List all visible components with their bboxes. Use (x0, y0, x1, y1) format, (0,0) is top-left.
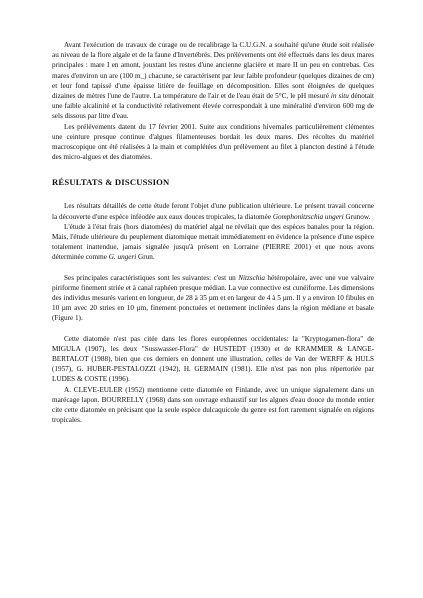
results-paragraph-1: Les résultats détaillés de cette étude feront l'objet d'une publication ultérieure. Le présent travail concerne la découverte d'une espèce inféodée aux eaux douces tropicales, la diatomée Gomphonitzschia ungeri Grunow. (52, 202, 374, 221)
section-heading: RÉSULTATS & DISCUSSION (52, 177, 170, 188)
results-paragraph-3: Ses principales caractéristiques sont les suivantes: c'est un Nitzschia hétéropolaire, avec une vue valvaire piriforme finement striée et à canal raphéen presque médian. La vue connective est cunéiforme. Les dimensions des individus mesurés varient en longueur, de 28 à 35 µm et en largeur de 4 à 5 µm. Il y a environ 10 fibules en 10 µm avec 20 stries en 10 µm, finement ponctuées et nettement inclinées dans la région médiane et basale (Figure 1). (52, 273, 374, 323)
results-paragraph-4: Cette diatomée n'est pas citée dans les flores européennes occidentales: la "Kryptogamen-flora" de MIGULA (1907), les deux "Susswasser-Flora" de HUSTEDT (1930) et de KRAMMER & LANGE-BERTALOT (1988), bien que ces derniers en donnent une illustration, celles de Van der WERFF & HULS (1957), G. HUBER-PESTALOZZI (1942), H. GERMAIN (1981). Elle n'est pas non plus répertoriée par LUDES & COSTE (1996). (52, 334, 375, 384)
results-paragraph-5: A. CLEVE-EULER (1952) mentionne cette diatomée en Finlande, avec un unique signalement dans un marécage lapon. BOURRELLY (1968) dans son ouvrage exhaustif sur les algues d'eau douce du monde entier cite cette diatomée en précisant que la seule espèce dulcaquicole du genre est fort rarement signalée en régions tropicales. (52, 385, 374, 425)
document-page (52, 40, 374, 426)
intro-paragraph-2: Les prélèvements datent du 17 février 2001. Suite aux conditions hivernales particulièrement clémentes une ceinture presque continue d'algues filamenteuses bordait les deux mares. Des récoltes du matériel macroscopique ont été réalisées à la main et complétées d'un prélèvement au filet à plancton destiné à l'étude des micro-algues et des diatomées. (52, 122, 374, 162)
results-paragraph-2: L'étude à l'état frais (hors diatomées) du matériel algal ne révélait que des espèces banales pour la région. Mais, l'étude ultérieure du peuplement diatomique mettait immédiatement en évidence la présence d'une espèce totalement inattendue, jamais signalée jusqu'à présent en Lorraine (PIERRE 2001) et que nous avons déterminée comme G. ungeri Grun. (52, 222, 374, 262)
intro-paragraph-1: Avant l'exécution de travaux de curage ou de recalibrage la C.U.G.N. a souhaité qu'une étude soit réalisée au niveau de la flore algale et de la faune d'Invertébrés. Des prélèvements ont été effectués dans les deux mares principales : mare I en amont, jouxtant les restes d'une ancienne glacière et mare II un peu en contrebas. Ces mares d'environ un are (100 m_) chacune, se caractérisent par leur faible profondeur (quelques dizaines de cm) et leur fond tapissé d'une épaisse litière de feuillage en décomposition. Elles sont éloignées de quelques dizaines de mètres l'une de l'autre. La température de l'air et de l'eau était de 5°C, le pH mesuré in situ dénotait une faible alcalinité et la conductivité relativement élevée correspondait à une minéralité d'environ 600 mg de sels dissous par litre d'eau. (52, 41, 374, 121)
